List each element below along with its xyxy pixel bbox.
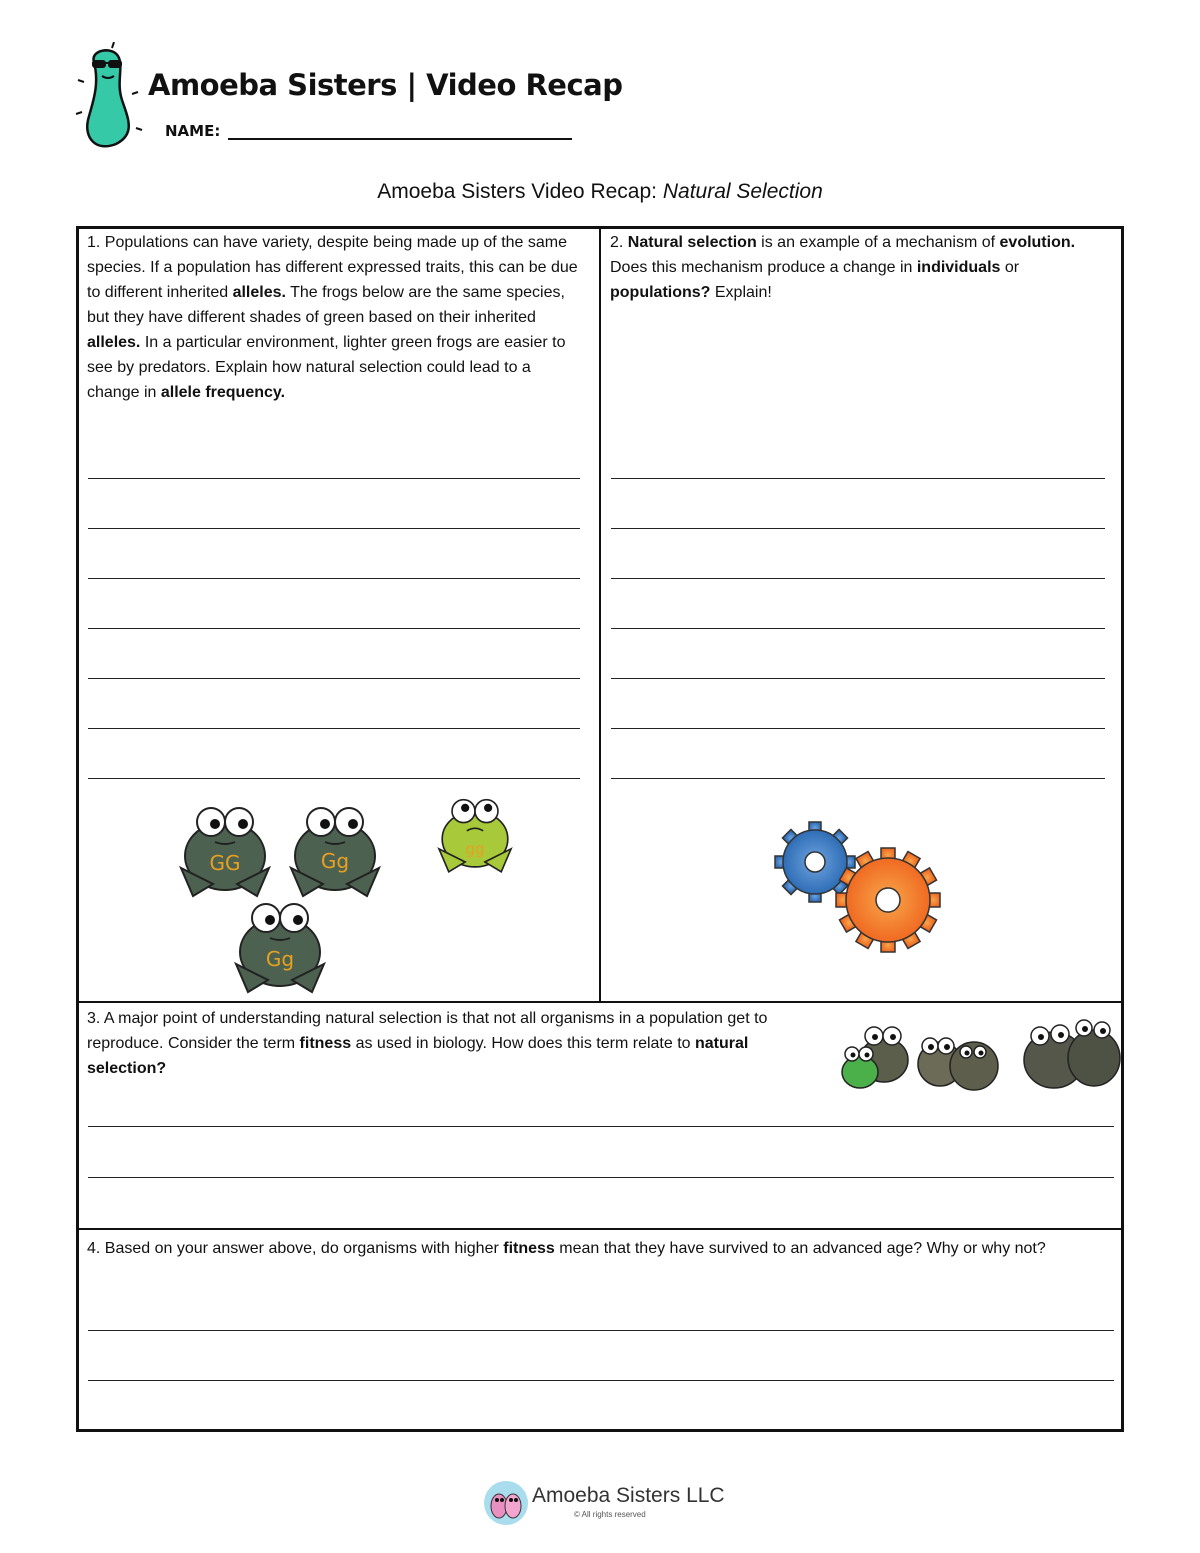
q4-part-2: mean that they have survived to an advanced age? Why or why not? (554, 1240, 1046, 1257)
title-topic: Natural Selection (662, 180, 823, 203)
q2-part-1: Natural selection (627, 234, 757, 251)
q1-part-4: In a particular environment, lighter green frogs are easier to see by predators. Explain how natural selection could lead to a change in (87, 334, 566, 401)
q2-part-5: individuals (916, 259, 1001, 276)
q2-part-7: populations? (610, 284, 711, 301)
q2-answer-line[interactable] (611, 778, 1105, 779)
footer-rights: © All rights reserved (574, 1510, 646, 1519)
q2-answer-line[interactable] (611, 728, 1105, 729)
gears-illustration (770, 820, 950, 955)
q3-part-2: as used in biology. How does this term relate to (351, 1035, 695, 1052)
q2-answer-line[interactable] (611, 628, 1105, 629)
frog-group-illustration (832, 1008, 1122, 1094)
footer-company: Amoeba Sisters LLC (532, 1484, 725, 1507)
frog-1-label: GG (209, 851, 241, 875)
q4-part-0: 4. Based on your answer above, do organisms with higher (87, 1240, 504, 1257)
title-prefix: Amoeba Sisters Video Recap: (377, 180, 657, 203)
q1-answer-line[interactable] (88, 478, 580, 479)
q1-answer-line[interactable] (88, 628, 580, 629)
q1-answer-line[interactable] (88, 678, 580, 679)
question-3 (87, 1006, 807, 1081)
name-label: NAME: (165, 122, 221, 140)
frog-2-label: Gg (320, 849, 350, 873)
row-divider-2 (76, 1228, 1124, 1230)
q4-answer-line[interactable] (88, 1330, 1114, 1331)
q2-part-0: 2. (610, 234, 628, 251)
q1-answer-line[interactable] (88, 528, 580, 529)
frogs-illustration (160, 790, 540, 1000)
q2-part-3: evolution. (999, 234, 1076, 251)
q1-answer-line[interactable] (88, 578, 580, 579)
q1-part-5: allele frequency. (160, 384, 286, 401)
question-1 (87, 230, 587, 405)
q4-answer-line[interactable] (88, 1380, 1114, 1381)
q1-answer-line[interactable] (88, 728, 580, 729)
row-divider-1 (76, 1001, 1124, 1003)
q2-part-4: Does this mechanism produce a change in (610, 259, 917, 276)
q1-part-0: 1. Populations can have variety, despite being made up of the same species. If a population has different expressed traits, this can be due to different inherited (87, 234, 578, 301)
q3-answer-line[interactable] (88, 1126, 1114, 1127)
q3-answer-line[interactable] (88, 1177, 1114, 1178)
q3-part-0: 3. A major point of understanding natural selection is that not all organisms in a population get to reproduce. Consider the term (87, 1010, 768, 1052)
frog-4-label: Gg (265, 947, 295, 971)
brand-title: Amoeba Sisters | Video Recap (148, 68, 623, 102)
q4-part-1: fitness (503, 1240, 555, 1257)
q2-part-6: or (1000, 259, 1020, 276)
q1-part-3: alleles. (87, 334, 141, 351)
q1-part-1: alleles. (232, 284, 286, 301)
mascot-logo (72, 42, 144, 152)
q3-part-1: fitness (299, 1035, 352, 1052)
blue-gear-icon (775, 822, 855, 902)
page-title (0, 180, 1200, 204)
name-field[interactable] (228, 138, 572, 140)
frog-3-label: gg (465, 840, 485, 858)
q1-part-2: The frogs below are the same species, but they have different shades of green based on their inherited (87, 284, 565, 326)
q2-answer-line[interactable] (611, 478, 1105, 479)
q2-part-2: is an example of a mechanism of (756, 234, 1000, 251)
q1-answer-line[interactable] (88, 778, 580, 779)
q2-part-8: Explain! (710, 284, 772, 301)
frog-3 (439, 800, 511, 872)
amoeba-sisters-logo-icon (483, 1480, 529, 1526)
question-2 (610, 230, 1110, 305)
column-divider (599, 226, 601, 1002)
q2-answer-line[interactable] (611, 528, 1105, 529)
question-4 (87, 1236, 1113, 1261)
q2-answer-line[interactable] (611, 678, 1105, 679)
q3-part-3: natural selection? (87, 1035, 749, 1077)
q2-answer-line[interactable] (611, 578, 1105, 579)
